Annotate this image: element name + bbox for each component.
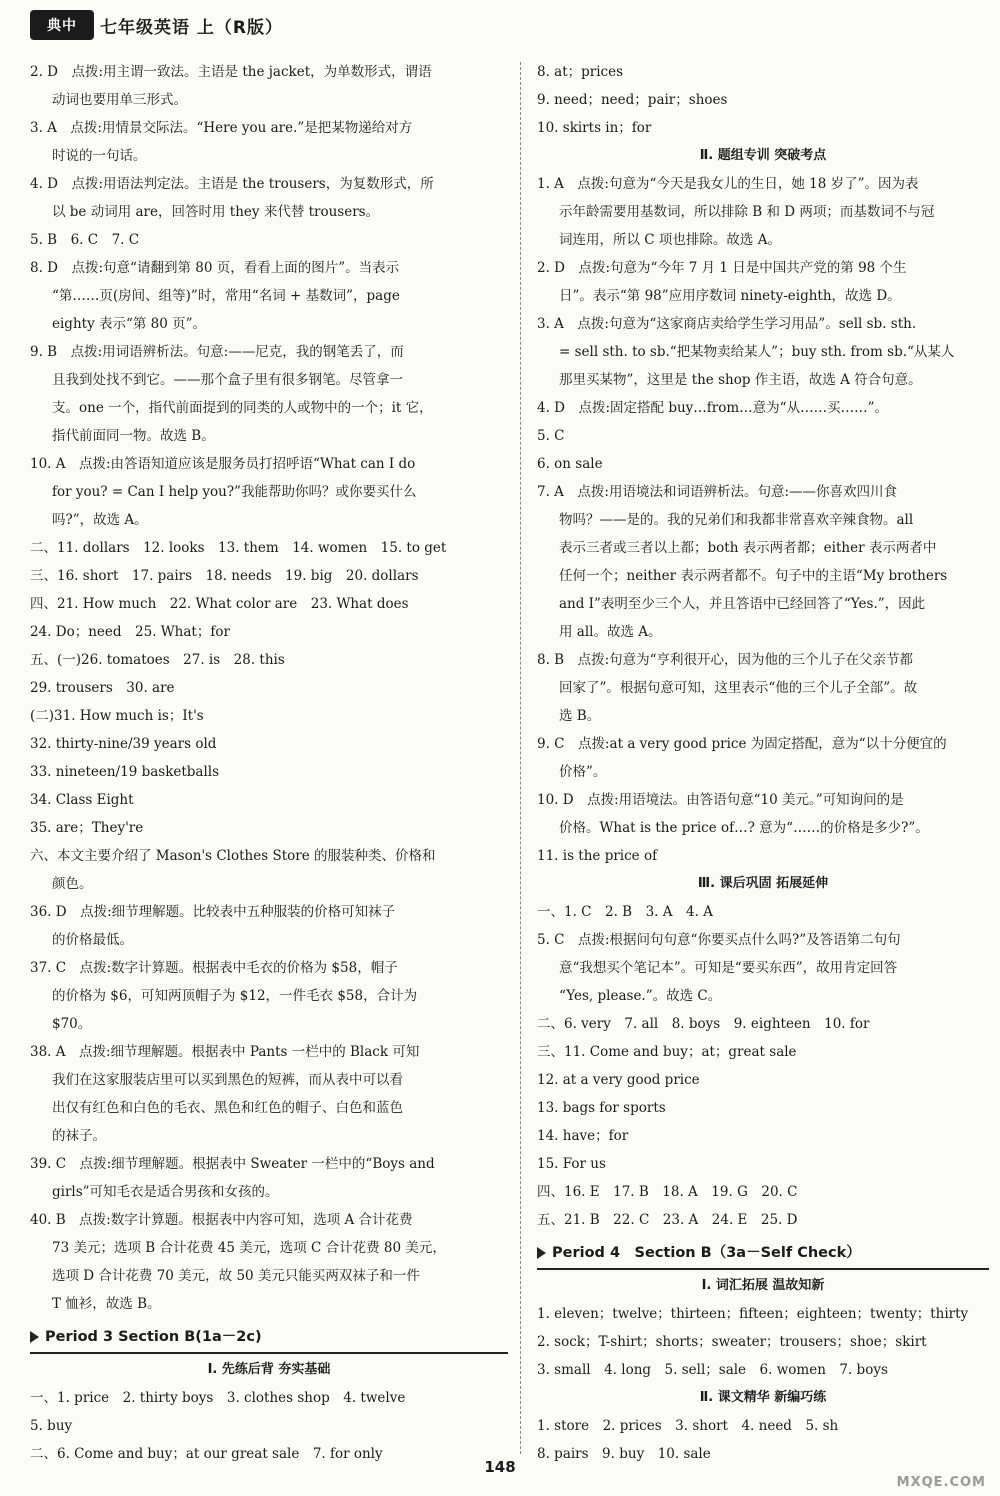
answer-line: 1. store 2. prices 3. short 4. need 5. sh [537,1418,839,1434]
answer-line: 7. A 点拨:用语境法和词语辨析法。句意:——你喜欢四川食 [537,484,898,500]
answer-line: 9. B 点拨:用词语辨析法。句意:——尼克，我的钢笔丢了，而 [30,344,404,360]
answer-line: 6. on sale [537,456,603,472]
answer-line: 24. Do；need 25. What；for [30,624,230,640]
brand-logo: 典中 [30,10,94,40]
answer-line: 9. C 点拨:at a very good price 为固定搭配，意为“以十分便宜的 [537,736,947,752]
section-title: Ⅱ. 课文精华 新编巧练 [699,1390,827,1405]
answer-line: for you? = Can I help you?”我能帮助你吗？或你要买什么 [52,484,417,500]
period-heading [537,1238,989,1270]
answer-line: 的价格为 $6，可知两顶帽子为 $12，一件毛衣 $58，合计为 [52,988,418,1004]
answer-line: 5. C [537,428,565,444]
answer-line: 一、1. C 2. B 3. A 4. A [537,904,713,920]
answer-line: 选 B。 [559,708,601,724]
answer-line: $70。 [52,1016,92,1032]
column-divider [520,62,521,1454]
section-title: Ⅲ. 课后巩固 拓展延伸 [697,876,829,891]
answer-line: 34. Class Eight [30,792,134,808]
answer-line: 日”。表示“第 98”应用序数词 ninety-eighth，故选 D。 [559,288,901,304]
answer-line: 颜色。 [52,876,93,892]
answer-line: 5. C 点拨:根据问句句意“你要买点什么吗?”及答语第二句句 [537,932,901,948]
answer-line: 选项 D 合计花费 70 美元，故 50 美元只能买两双袜子和一件 [52,1268,420,1284]
answer-line: 指代前面同一物。故选 B。 [52,428,215,444]
answer-line: 意“我想买个笔记本”。可知是“要买东西”，故用肯定回答 [559,960,898,976]
section-title: Ⅱ. 题组专训 突破考点 [699,148,827,163]
answer-line: 11. is the price of [537,848,658,864]
answer-line: 那里买某物”，这里是 the shop 作主语，故选 A 符合句意。 [559,372,922,388]
answer-line: “Yes, please.”。故选 C。 [559,988,722,1004]
answer-line: 二、6. Come and buy；at our great sale 7. for only [30,1446,383,1462]
triangle-icon [30,1331,39,1343]
answer-line: T 恤衫，故选 B。 [52,1296,161,1312]
answer-line: 13. bags for sports [537,1100,666,1116]
answer-line: 8. pairs 9. buy 10. sale [537,1446,711,1462]
answer-line: 3. A 点拨:句意为“这家商店卖给学生学习用品”。sell sb. sth. [537,316,917,332]
answer-line: 的价格最低。 [52,932,133,948]
answer-line: 用 all。故选 A。 [559,624,662,640]
answer-line: = sell sth. to sb.“把某物卖给某人”；buy sth. from sb.“从某人 [559,344,955,360]
answer-line: 五、21. B 22. C 23. A 24. E 25. D [537,1212,798,1228]
answer-line: 表示三者或三者以上都；both 表示两者都；either 表示两者中 [559,540,937,556]
answer-line: 9. need；need；pair；shoes [537,92,728,108]
answer-line: 吗?”，故选 A。 [52,512,148,528]
answer-line: 35. are；They're [30,820,144,836]
answer-line: 四、16. E 17. B 18. A 19. G 20. C [537,1184,798,1200]
answer-line: 5. buy [30,1418,73,1434]
answer-line: 10. A 点拨:由答语知道应该是服务员打招呼语“What can I do [30,456,416,472]
answer-line: 5. B 6. C 7. C [30,232,140,248]
answer-line: 三、11. Come and buy；at；great sale [537,1044,797,1060]
page-number: 148 [484,1458,516,1476]
answer-line: 36. D 点拨:细节理解题。比较表中五种服装的价格可知袜子 [30,904,396,920]
right-column [537,58,989,1468]
period-title: Period 3 Section B(1a－2c) [45,1329,262,1345]
section-title: Ⅰ. 先练后背 夯实基础 [207,1362,331,1377]
answer-line: 39. C 点拨:细节理解题。根据表中 Sweater 一栏中的“Boys and [30,1156,435,1172]
answer-line: 10. D 点拨:用语境法。由答语句意“10 美元。”可知询问的是 [537,792,904,808]
answer-line: 价格”。 [559,764,607,780]
page-header [30,8,510,42]
answer-line: 37. C 点拨:数字计算题。根据表中毛衣的价格为 $58，帽子 [30,960,398,976]
answer-line: 物吗？——是的。我的兄弟们和我都非常喜欢辛辣食物。all [559,512,914,528]
answer-line: 8. B 点拨:句意为“亨利很开心，因为他的三个儿子在父亲节都 [537,652,914,668]
answer-line: 3. A 点拨:用情景交际法。“Here you are.”是把某物递给对方 [30,120,413,136]
period-title: Period 4 Section B（3a－Self Check） [552,1245,861,1261]
triangle-icon [537,1247,546,1259]
answer-line: 2. D 点拨:用主谓一致法。主语是 the jacket，为单数形式，谓语 [30,64,432,80]
answer-line: 14. have；for [537,1128,629,1144]
answer-line: 2. sock；T-shirt；shorts；sweater；trousers；shoe；skirt [537,1334,927,1350]
watermark: MXQE.COM [896,1475,986,1490]
answer-line: 73 美元；选项 B 合计花费 45 美元，选项 C 合计花费 80 美元， [52,1240,446,1256]
answer-line: 支。one 一个，指代前面提到的同类的人或物中的一个；it 它， [52,400,433,416]
book-title: 七年级英语 上（R版） [100,17,284,38]
answer-line: 示年龄需要用基数词，所以排除 B 和 D 两项；而基数词不与冠 [559,204,935,220]
answer-line: 以 be 动词用 are，回答时用 they 来代替 trousers。 [52,204,380,220]
answer-line: 时说的一句话。 [52,148,147,164]
answer-line: 3. small 4. long 5. sell；sale 6. women 7. boys [537,1362,888,1378]
section-title: Ⅰ. 词汇拓展 温故知新 [701,1278,825,1293]
answer-line: 8. at；prices [537,64,624,80]
answer-line: 12. at a very good price [537,1072,700,1088]
answer-line: 的袜子。 [52,1128,106,1144]
period-heading [30,1322,508,1354]
answer-line: 价格。What is the price of…? 意为“……的价格是多少?”。 [559,820,929,836]
answer-line: 4. D 点拨:固定搭配 buy…from…意为“从……买……”。 [537,400,888,416]
answer-line: 且我到处找不到它。——那个盒子里有很多钢笔。尽管拿一 [52,372,403,388]
answer-line: 二、6. very 7. all 8. boys 9. eighteen 10. for [537,1016,870,1032]
answer-line: 一、1. price 2. thirty boys 3. clothes shop 4. twelve [30,1390,406,1406]
answer-line: 2. D 点拨:句意为“今年 7 月 1 日是中国共产党的第 98 个生 [537,260,907,276]
answer-line: 29. trousers 30. are [30,680,175,696]
answer-line: eighty 表示“第 80 页”。 [52,316,207,332]
left-column [30,58,508,1468]
answer-line: 8. D 点拨:句意“请翻到第 80 页，看看上面的图片”。当表示 [30,260,400,276]
answer-line: 我们在这家服装店里可以买到黑色的短裤，而从表中可以看 [52,1072,403,1088]
answer-line: 10. skirts in；for [537,120,652,136]
answer-line: 五、(一)26. tomatoes 27. is 28. this [30,652,285,668]
answer-line: 回家了”。根据句意可知，这里表示“他的三个儿子全部”。故 [559,680,918,696]
answer-line: 二、11. dollars 12. looks 13. them 14. women 15. to get [30,540,447,556]
answer-line: 任何一个；neither 表示两者都不。句子中的主语“My brothers [559,568,948,584]
answer-line: (二)31. How much is；It's [30,708,204,724]
answer-line: 33. nineteen/19 basketballs [30,764,220,780]
answer-line: 六、本文主要介绍了 Mason's Clothes Store 的服装种类、价格和 [30,848,436,864]
answer-line: 动词也要用单三形式。 [52,92,187,108]
answer-line: 四、21. How much 22. What color are 23. What does [30,596,409,612]
answer-line: 出仅有红色和白色的毛衣、黑色和红色的帽子、白色和蓝色 [52,1100,403,1116]
answer-line: 词连用，所以 C 项也排除。故选 A。 [559,232,781,248]
answer-line: 1. eleven；twelve；thirteen；fifteen；eighteen；twenty；thirty [537,1306,969,1322]
answer-line: girls”可知毛衣是适合男孩和女孩的。 [52,1184,279,1200]
answer-line: 40. B 点拨:数字计算题。根据表中内容可知，选项 A 合计花费 [30,1212,413,1228]
answer-line: and I”表明至少三个人，并且答语中已经回答了“Yes.”，因此 [559,596,926,612]
answer-line: 38. A 点拨:细节理解题。根据表中 Pants 一栏中的 Black 可知 [30,1044,420,1060]
answer-line: 三、16. short 17. pairs 18. needs 19. big 20. dollars [30,568,419,584]
answer-line: “第……页(房间、组等)”时，常用“名词 + 基数词”，page [52,288,400,304]
answer-line: 4. D 点拨:用语法判定法。主语是 the trousers，为复数形式，所 [30,176,434,192]
answer-line: 15. For us [537,1156,606,1172]
answer-line: 32. thirty-nine/39 years old [30,736,217,752]
answer-line: 1. A 点拨:句意为“今天是我女儿的生日，她 18 岁了”。因为表 [537,176,919,192]
